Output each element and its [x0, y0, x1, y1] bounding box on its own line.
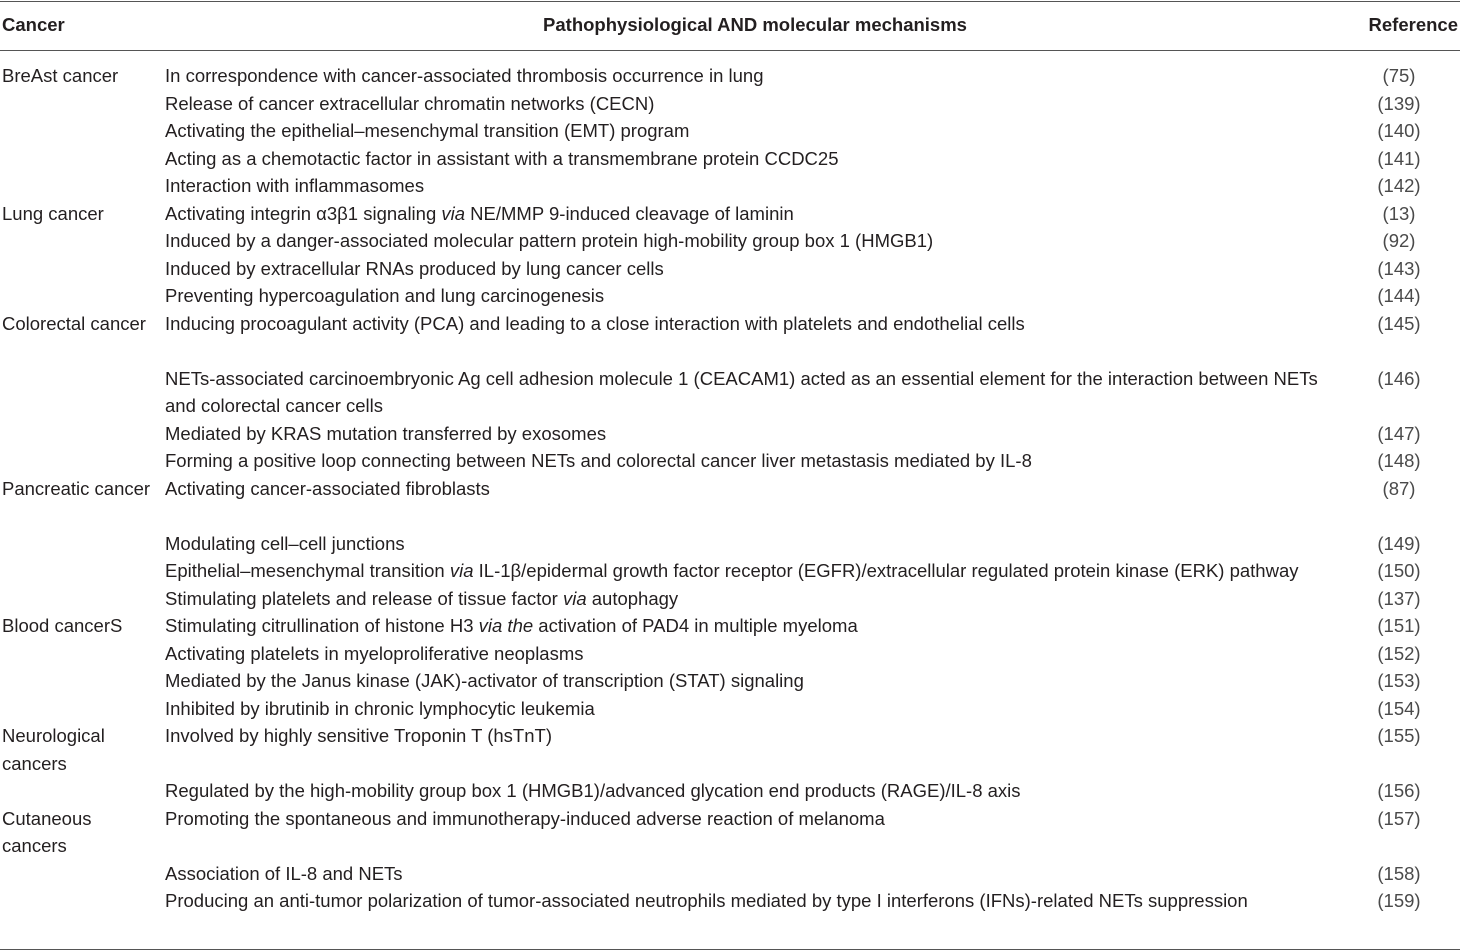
mechanism-cell: Mediated by KRAS mutation transferred by exosomes — [165, 422, 607, 444]
table-row — [0, 887, 1460, 915]
column-header-reference: Reference — [1368, 14, 1458, 35]
mechanism-cell — [165, 557, 1335, 585]
mechanism-cell — [165, 200, 1335, 228]
table-row — [0, 447, 1460, 475]
mechanism-cell: Acting as a chemotactic factor in assistant with a transmembrane protein CCDC25 — [165, 147, 839, 169]
mechanism-cell — [165, 585, 1335, 613]
mechanism-cell — [165, 612, 1335, 640]
mechanism-cell: Release of cancer extracellular chromatin networks (CECN) — [165, 92, 655, 114]
cancer-cell: Colorectal cancer — [2, 312, 146, 334]
reference-cell: (153) — [1377, 670, 1421, 691]
mechanism-text: Stimulating platelets and release of tissue factor — [165, 587, 563, 609]
cancer-cell: Neurological cancers — [2, 725, 105, 774]
table-top-rule — [0, 1, 1460, 2]
mechanism-text: autophagy — [586, 587, 679, 609]
reference-cell: (154) — [1377, 697, 1421, 719]
table-row — [0, 612, 1460, 640]
table-row — [0, 200, 1460, 228]
reference-cell: (141) — [1377, 147, 1421, 169]
mechanism-cell: Induced by a danger-associated molecular pattern protein high-mobility group box 1 (HMGB1) — [165, 230, 934, 251]
table-row — [0, 282, 1460, 310]
table-row — [0, 860, 1460, 888]
mechanism-cell: Association of IL-8 and NETs — [165, 862, 403, 884]
cancer-cell: Lung cancer — [2, 202, 104, 224]
reference-cell: (157) — [1377, 807, 1421, 829]
row-spacer — [0, 832, 1460, 860]
reference-cell: (159) — [1377, 890, 1421, 911]
mechanism-cell: Activating cancer-associated fibroblasts — [165, 477, 490, 499]
mechanism-cell: Producing an anti-tumor polarization of tumor-associated neutrophils mediated by type I interferons (IFNs)-related NETs suppression — [165, 890, 1248, 911]
mechanism-text: Activating integrin α3β1 signaling — [165, 202, 442, 224]
reference-cell: (148) — [1377, 450, 1421, 471]
reference-cell: (75) — [1382, 65, 1416, 86]
mechanism-cell: Modulating cell–cell junctions — [165, 532, 405, 554]
cancer-cell: BreAst cancer — [2, 65, 119, 86]
reference-cell: (13) — [1382, 202, 1416, 224]
column-header-cancer: Cancer — [2, 14, 65, 35]
reference-cell: (92) — [1382, 230, 1416, 251]
header-rule — [0, 50, 1460, 51]
reference-cell: (151) — [1377, 615, 1421, 636]
reference-cell: (155) — [1377, 725, 1421, 746]
mechanism-italic: via the — [478, 615, 534, 636]
cancer-cell: Cutaneous cancers — [2, 807, 92, 856]
reference-cell: (147) — [1377, 422, 1421, 444]
table-row — [0, 722, 1460, 777]
reference-cell: (87) — [1382, 477, 1416, 499]
table-body — [0, 62, 1460, 915]
mechanism-cell: NETs-associated carcinoembryonic Ag cell adhesion molecule 1 (CEACAM1) acted as an essential element for the interaction between NETs and colorectal cancer cells — [165, 367, 1318, 416]
table-row — [0, 145, 1460, 173]
table-row — [0, 117, 1460, 145]
column-header-mechanisms: Pathophysiological AND molecular mechanisms — [543, 14, 967, 35]
reference-cell: (149) — [1377, 532, 1421, 554]
row-spacer — [0, 502, 1460, 530]
reference-cell: (140) — [1377, 120, 1421, 141]
mechanism-cell: Regulated by the high-mobility group box 1 (HMGB1)/advanced glycation end products (RAGE)/IL-8 axis — [165, 780, 1021, 801]
table-bottom-rule — [0, 949, 1460, 950]
reference-cell: (156) — [1377, 780, 1421, 801]
reference-cell: (137) — [1377, 587, 1421, 609]
reference-cell: (145) — [1377, 312, 1421, 334]
reference-cell: (152) — [1377, 642, 1421, 664]
table-row — [0, 805, 1460, 860]
table-row — [0, 530, 1460, 558]
mechanism-italic: via — [441, 202, 466, 224]
table-row — [0, 420, 1460, 448]
table-row — [0, 365, 1460, 420]
row-spacer — [0, 337, 1460, 365]
mechanism-cell: Preventing hypercoagulation and lung carcinogenesis — [165, 285, 605, 306]
table-row — [0, 172, 1460, 200]
reference-cell: (139) — [1377, 92, 1421, 114]
mechanism-italic: via — [562, 587, 587, 609]
mechanism-cell: Interaction with inflammasomes — [165, 175, 425, 196]
cancer-cell: Blood cancerS — [2, 615, 123, 636]
row-spacer — [0, 750, 1460, 778]
mechanism-text: Stimulating citrullination of histone H3 — [165, 615, 479, 636]
table-row — [0, 310, 1460, 365]
mechanism-cell: Induced by extracellular RNAs produced by lung cancer cells — [165, 257, 664, 279]
mechanism-cell: Inhibited by ibrutinib in chronic lymphocytic leukemia — [165, 697, 595, 719]
reference-cell: (150) — [1377, 560, 1421, 581]
reference-cell: (142) — [1377, 175, 1421, 196]
reference-cell: (143) — [1377, 257, 1421, 279]
table-row — [0, 695, 1460, 723]
mechanism-cell: Activating the epithelial–mesenchymal transition (EMT) program — [165, 120, 690, 141]
mechanism-text: IL-1β/epidermal growth factor receptor (EGFR)/extracellular regulated protein kinase (ERK) pathway — [473, 560, 1299, 581]
table-row — [0, 667, 1460, 695]
mechanism-text: activation of PAD4 in multiple myeloma — [533, 615, 858, 636]
mechanism-cell: Mediated by the Janus kinase (JAK)-activator of transcription (STAT) signaling — [165, 670, 804, 691]
mechanism-cell: Involved by highly sensitive Troponin T (hsTnT) — [165, 725, 552, 746]
reference-cell: (146) — [1377, 367, 1421, 389]
table-row — [0, 90, 1460, 118]
mechanism-text: NE/MMP 9-induced cleavage of laminin — [465, 202, 794, 224]
mechanism-cell: Promoting the spontaneous and immunotherapy-induced adverse reaction of melanoma — [165, 807, 885, 829]
table-row — [0, 640, 1460, 668]
table-row — [0, 585, 1460, 613]
table-row — [0, 62, 1460, 90]
mechanism-cell: In correspondence with cancer-associated thrombosis occurrence in lung — [165, 65, 764, 86]
reference-cell: (158) — [1377, 862, 1421, 884]
table-row — [0, 227, 1460, 255]
table-row — [0, 777, 1460, 805]
mechanism-italic: via — [449, 560, 474, 581]
reference-cell: (144) — [1377, 285, 1421, 306]
table-row — [0, 255, 1460, 283]
cancer-cell: Pancreatic cancer — [2, 477, 151, 499]
mechanism-cell: Inducing procoagulant activity (PCA) and leading to a close interaction with platelets and endothelial cells — [165, 312, 1025, 334]
table-row — [0, 557, 1460, 585]
mechanism-cell: Forming a positive loop connecting between NETs and colorectal cancer liver metastasis mediated by IL-8 — [165, 450, 1032, 471]
mechanism-text: Epithelial–mesenchymal transition — [165, 560, 450, 581]
table-row — [0, 475, 1460, 530]
mechanism-cell: Activating platelets in myeloproliferative neoplasms — [165, 642, 584, 664]
